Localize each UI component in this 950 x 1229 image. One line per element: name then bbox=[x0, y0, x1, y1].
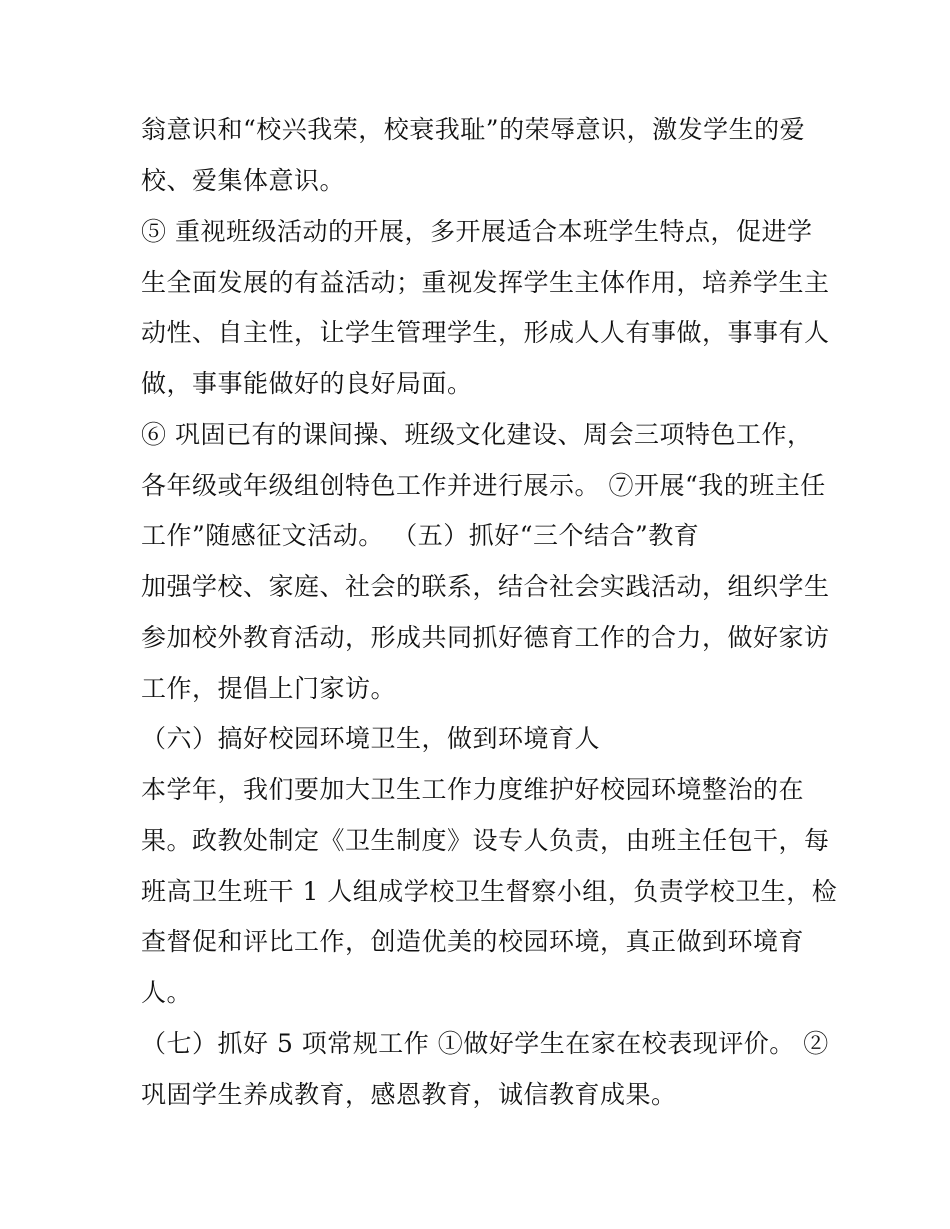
text-line: 查督促和评比工作，创造优美的校园环境，真正做到环境育 bbox=[141, 927, 805, 956]
text-line: 加强学校、家庭、社会的联系，结合社会实践活动，组织学生 bbox=[141, 572, 830, 601]
text-line: 校、爱集体意识。 bbox=[141, 166, 346, 195]
text-line: 班高卫生班干 1 人组成学校卫生督察小组，负责学校卫生，检 bbox=[141, 877, 838, 906]
text-line: 各年级或年级组创特色工作并进行展示。 ⑦开展“我的班主任 bbox=[141, 471, 826, 500]
text-line: 翁意识和“校兴我荣，校衰我耻”的荣辱意识，激发学生的爱 bbox=[141, 115, 806, 144]
text-line: 果。政教处制定《卫生制度》设专人负责，由班主任包干，每 bbox=[141, 826, 830, 855]
text-line: 工作”随感征文活动。 （五）抓好“三个结合”教育 bbox=[141, 521, 700, 550]
text-line: ⑤ 重视班级活动的开展，多开展适合本班学生特点，促进学 bbox=[141, 217, 813, 246]
text-line: （六）搞好校园环境卫生，做到环境育人 bbox=[141, 724, 601, 753]
text-line: 动性、自主性，让学生管理学生，形成人人有事做，事事有人 bbox=[141, 318, 830, 347]
text-line: 工作，提倡上门家访。 bbox=[141, 674, 397, 703]
text-line: 人。 bbox=[141, 978, 193, 1007]
text-line: 巩固学生养成教育，感恩教育，诚信教育成果。 bbox=[141, 1080, 677, 1109]
text-line: 做，事事能做好的良好局面。 bbox=[141, 369, 473, 398]
text-line: ⑥ 巩固已有的课间操、班级文化建设、周会三项特色工作， bbox=[141, 420, 813, 449]
text-line: 生全面发展的有益活动；重视发挥学生主体作用，培养学生主 bbox=[141, 268, 830, 297]
text-line: 本学年，我们要加大卫生工作力度维护好校园环境整治的在 bbox=[141, 775, 805, 804]
text-line: 参加校外教育活动，形成共同抓好德育工作的合力，做好家访 bbox=[141, 623, 830, 652]
text-line: （七）抓好 5 项常规工作 ①做好学生在家在校表现评价。 ② bbox=[141, 1029, 829, 1058]
